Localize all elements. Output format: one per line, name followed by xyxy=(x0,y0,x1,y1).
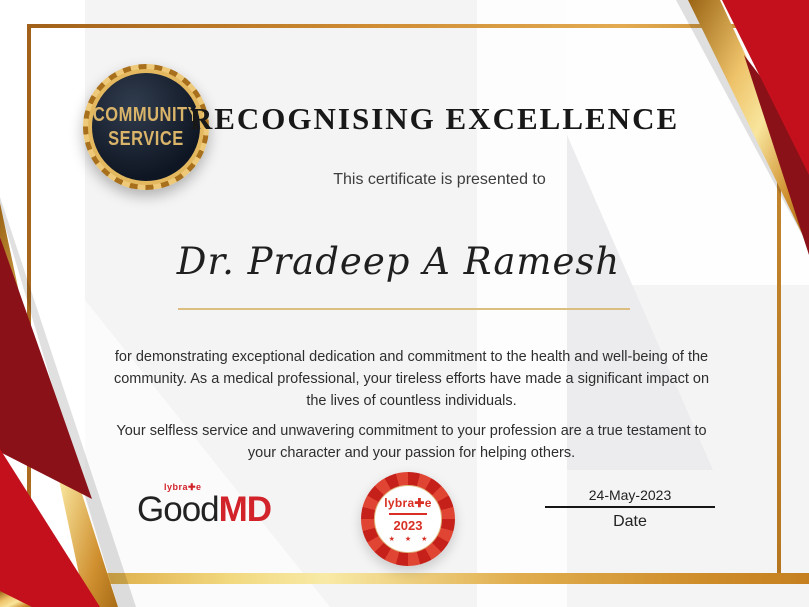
body-paragraph-1: for demonstrating exceptional dedication and commitment to the health and well-being of the community. As a medical professional, your tireless efforts have made a significant impact on the lives of countless individuals. xyxy=(113,349,710,409)
seal-inner-circle xyxy=(374,485,442,553)
badge-text-line2: SERVICE xyxy=(108,127,184,150)
goodmd-logo-text-good: Good xyxy=(137,490,219,529)
seal-year: 2023 xyxy=(393,517,423,533)
goodmd-logo xyxy=(137,483,271,527)
certificate-subtitle: This certificate is presented to xyxy=(333,171,546,188)
gold-bottom-stripe xyxy=(88,573,809,584)
star-icons: ★ ★ ★ xyxy=(388,535,432,543)
lybrate-sub-brand-text: lybra✚e xyxy=(164,482,202,492)
certificate-title: RECOGNISING EXCELLENCE xyxy=(189,101,680,136)
name-underline xyxy=(178,308,630,310)
body-paragraph-2: Your selfless service and unwavering commitment to your profession are a true testament to your character and your passion for helping others. xyxy=(116,423,707,461)
goodmd-logo-text-md: MD xyxy=(218,490,272,529)
date-value: 24-May-2023 xyxy=(545,487,715,508)
recipient-name: Dr. Pradeep A Ramesh xyxy=(176,240,621,283)
date-label: Date xyxy=(613,513,647,530)
seal-divider-line xyxy=(389,513,427,515)
seal-brand-text: lybra✚e xyxy=(384,495,432,510)
badge-text-line1: COMMUNITY xyxy=(92,103,200,126)
lybrate-2023-seal-icon xyxy=(361,472,455,566)
date-block xyxy=(545,487,715,531)
